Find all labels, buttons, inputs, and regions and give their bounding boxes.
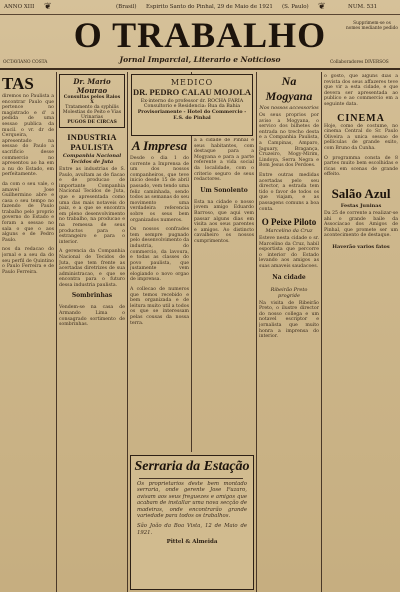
col4-text: a a cidade de Pinhal e seus habitantes, com destaque para a Mogyana e para a parte referente a vida social da localidade, com o criterio seguro de seus redactores. bbox=[194, 138, 254, 183]
column-divider bbox=[127, 72, 128, 592]
col3-text2: Os nossos confrades tem sempre pugnado pelo desenvolvimento da industria, do commercio, da lavoura, e todas as classes do povo paulista, que justamente vem elogiando o novo orgao de imprensa. bbox=[130, 227, 189, 283]
col6-heading2: Salão Azul bbox=[331, 185, 391, 201]
issue-year: ANNO XIII bbox=[4, 4, 35, 10]
col5-text3: Esteve nesta cidade o sr. Marcelino da Cruz, habil esportista que percorre o interior do Estado levando aos amigos as suas amaveis saudacoes. bbox=[259, 236, 319, 270]
masthead bbox=[0, 15, 400, 67]
doctor-name: Dr. Mario Mourao bbox=[73, 77, 111, 95]
col5-subheading: Nos nossos accessorios bbox=[259, 105, 319, 111]
column-divider bbox=[256, 72, 257, 592]
col5-heading3: Na cidade bbox=[272, 273, 306, 281]
doctor-line3: Molestias do Peito e Vias Urinarias bbox=[62, 110, 122, 120]
column-divider bbox=[56, 72, 57, 592]
medico-line2: Consultorio e Residencia: Rua da Bahia bbox=[143, 104, 241, 109]
note-right: Supprimem-se os nomes mediante pedido bbox=[346, 21, 399, 31]
col6-text: o gosto, que alguns dias a revista dos seus affazeres teve que vir a esta cidade, e que devera ser apresentada ao publico e ao commercio em a seguinte data. bbox=[324, 74, 398, 107]
col1-text2: da com o seu vale, o amavel Jose Guilhermino abre e casa o seu tempo no fazendo de Paulo trabalho pelo proprio governo do Estado e foram a sessao no sala o que o aos alguns e de Pedro Paulo. bbox=[2, 181, 54, 243]
col2-text: Entre as industrias de S. Paulo, avultam as de fiacao e de producao de importante Companhia Nacional Tecidos de Juta, que e apresentada como uma das mais notaveis do paiz, e a que se encontra em pleno desenvolvimento no trabalho, na producao e na remessa de seus productos para o estrangeiro e para o interior. bbox=[59, 167, 125, 245]
col2-text3: Vendem-se na casa de Armando Lima o consagrado sortimento de sombrinhas. bbox=[59, 305, 125, 328]
col3-text3: A collecao de numeros que temos recebido e bem organizada e de leitura muito util a todos os que se interessam pelas cousas da nossa terra. bbox=[130, 287, 189, 326]
column-3 bbox=[130, 138, 189, 450]
doctor-line1: Consultas pelos Raios X bbox=[63, 95, 121, 105]
col5-text2: Entre outras medidas acertadas pelo seu director, a estrada tem tido o favor de todos os que viajam, e as passagens comuns a boa conta. bbox=[259, 172, 319, 212]
col4-heading: Um Sonolento bbox=[200, 186, 248, 194]
newspaper-title: O TRABALHO bbox=[73, 15, 327, 55]
col2-heading2: Sombrinhas bbox=[71, 292, 113, 300]
col1-text: diremos no Paulista a encontrar Paulo que pertence no magistrado e d' a pedida de uma sessao publica da mucil. o vr. dr de Cerqueira, apresentado na sessao do Paulo a sacrificio desse commercio no apresentou ao ha em a nu do Estado, em perfeitamente. bbox=[2, 94, 54, 178]
medico-line3: Provisoriamente - Hotel do Commercio - E.S. do Pinhal bbox=[137, 109, 247, 121]
col5-text: Os seus proprios por aviso a Mogyana, o servico dos bilhetes de entrada no trecho desta e a Companhia Paulista, a Campinas, Amparo, Jaguary, Bragança, Cruzeiro, Mogy-Mirim, Lindoya, Serra Negra e Bom Jesus dos Perdoes. bbox=[259, 113, 319, 169]
col3-heading: A Impresa bbox=[131, 138, 188, 153]
ornament-icon: ❦ bbox=[44, 2, 52, 12]
issue-number: NUM. 531 bbox=[348, 4, 378, 10]
director-left: OCTAVIANO COSTA bbox=[3, 60, 48, 65]
col3-text: Desde o dia 1 do corrente a Imprensa de um dos nossos companheiros, que teve inicio desde 15 de abril passado, vem tendo uma feliz caminhada, sendo todos as semanas do seu movimento uma verdadeira referencia sobre os seus bem organizados numeros. bbox=[130, 156, 189, 223]
doctor-line2: Tratamento da syphilis bbox=[65, 105, 119, 110]
top-info-line bbox=[0, 0, 400, 15]
price-label: (S. Paulo) bbox=[282, 4, 309, 10]
serraria-place: São João da Boa Vista, 12 de Maio de 1921. bbox=[137, 523, 247, 536]
column-1 bbox=[2, 74, 54, 590]
medico-kicker: MEDICO bbox=[170, 78, 214, 87]
serraria-rule bbox=[139, 478, 243, 479]
medico-line1: Ex-interno do professor dr. ROCHA FARIA bbox=[140, 99, 244, 104]
doctor-line4: PUGOS DE CIRCAS bbox=[67, 120, 117, 125]
col2-text2: A gerencia da Companhia Nacional de Tecidos de Juta, que tem frente as acertadas diretrizes de sua administracao, e que se encontra para o futuro dessa industria paulista. bbox=[59, 249, 125, 288]
col4-text2: Esta na cidade o nosso jovem amigo Eduardo Barroso, que aqui vem passar alguns dias em visita aos seus parentes e amigos. Ao distincto cavalheiro os nossos cumprimentos. bbox=[194, 199, 254, 244]
serraria-text: Os proprietarios deste bem montado serraria, onde gerente Jose Fuzaro, avisam aos seus freguezes e amigos que acabam de installar uma nova secção de madeiras, onde encontrarão grande variedade para todos os trabalhos. bbox=[137, 481, 247, 520]
col6-subheading: Festas Juninas bbox=[340, 202, 382, 209]
ornament-icon: ❦ bbox=[318, 2, 326, 12]
col2-heading: INDUSTRIA PAULISTA bbox=[67, 132, 117, 152]
col1-text3: nos da redacao do jornal e a seu da do seu perfil de Quintino o Paulo Ferreira e de Paulo Ferreira. bbox=[2, 247, 54, 275]
col5-subheading2: Marcelino da Cruz bbox=[265, 228, 313, 235]
col6-text3: O programma consta de 8 partes muito bem escolhidas e ricas em scenas de grande effeito. bbox=[324, 155, 398, 178]
col5-heading: Na Mogyana bbox=[265, 74, 313, 103]
director-right: Collaboradores DIVERSOS bbox=[330, 60, 389, 65]
col6-heading: CINEMA bbox=[337, 112, 385, 124]
column-divider bbox=[321, 72, 322, 592]
medico-ad-box bbox=[131, 74, 253, 136]
masthead-rule bbox=[0, 68, 400, 70]
column-5 bbox=[259, 74, 319, 590]
col5-subheading3: Ribeirão Preto progride bbox=[270, 286, 308, 299]
col5-heading2: O Peixe Piloto bbox=[261, 217, 317, 228]
col5-text4: Na visita de Ribeirão Preto, o ilustre director do nosso collega e um notavel escriptor e jornalista que muito honra a imprensa do interior. bbox=[259, 300, 319, 340]
column-6 bbox=[324, 74, 398, 590]
newspaper-subtitle: Jornal Imparcial, Literario e Noticioso bbox=[119, 55, 281, 64]
col6-footer: Haverão varios fatos bbox=[332, 243, 390, 250]
column-4 bbox=[194, 138, 254, 450]
col2-subheading: Companhia Nacional Tecidos de Juta bbox=[62, 153, 122, 165]
col1-heading: TAS bbox=[2, 74, 34, 93]
column-2 bbox=[59, 74, 125, 590]
medico-name: DR. PEDRO CALAU MOJOLA bbox=[132, 87, 252, 97]
serraria-signature: Pittel & Almeida bbox=[166, 539, 218, 546]
place-date: Espirito Santo do Pinhal, 29 de Maio de 1921 bbox=[146, 4, 273, 10]
col6-text4: Da 25 de corrente a realizar-se ahi o grande baile da Associacao dos Amigos de Pinhal, que promete ser um acontecimento de destaque. bbox=[324, 210, 398, 239]
serraria-heading: Serraria da Estação bbox=[134, 459, 250, 474]
serraria-ad-box bbox=[130, 455, 254, 590]
doctor-ad-box bbox=[59, 74, 125, 128]
col6-text2: Hoje, como de costume, no cinema Central do Sr. Paulo Oliveira a unica sessao de pelliculas de grande exito, com Bruno da Cunha. bbox=[324, 123, 398, 151]
country-label: (Brasil) bbox=[116, 4, 137, 10]
